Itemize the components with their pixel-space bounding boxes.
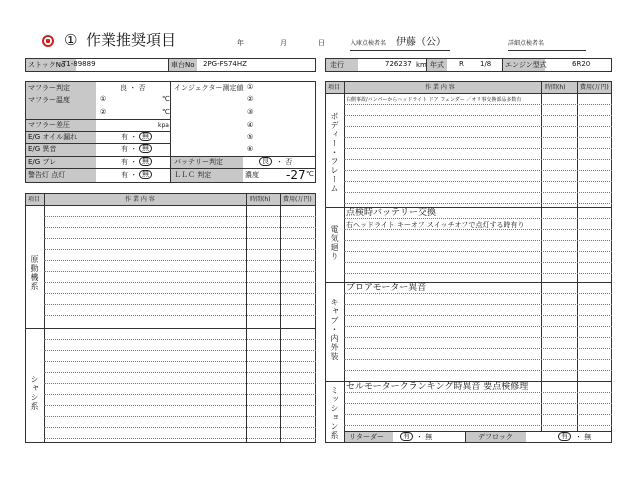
- row-line: [344, 251, 612, 252]
- llc-label: ＬＬＣ 判定: [174, 171, 212, 179]
- engine-value: 6R20: [572, 60, 591, 68]
- muffler-temp-2-unit: ℃: [162, 108, 170, 116]
- injector-label: インジェクター測定値: [174, 84, 244, 92]
- row-line: [44, 293, 316, 294]
- row-line: [344, 181, 612, 182]
- row-line: [44, 227, 316, 228]
- row-line: [344, 203, 612, 204]
- logo-seal: [42, 35, 54, 47]
- section-mission: ミッション系: [330, 386, 339, 440]
- eg-oil-no: 無: [139, 132, 152, 141]
- eg-noise-no: 無: [139, 144, 152, 153]
- row-line: [344, 126, 612, 127]
- eg-noise-label: E/G 異音: [28, 145, 57, 153]
- row-line: [44, 383, 316, 384]
- row-line: [344, 348, 612, 349]
- elec-line-2: 右ヘッドライト キーオフ スイッチオフで点灯する時有り: [346, 221, 525, 229]
- row-line: [44, 304, 316, 305]
- eg-shake-yes: 有 ・: [121, 158, 138, 166]
- warning-label: 警告灯 点灯: [28, 171, 66, 179]
- row-line: [44, 339, 316, 340]
- density-value: -27: [286, 168, 306, 182]
- row-line: [344, 159, 612, 160]
- battery-label: バッテリー判定: [174, 158, 223, 166]
- row-line: [44, 361, 316, 362]
- month-label: 月: [280, 39, 287, 47]
- section-electrical: 電気廻り: [330, 225, 339, 261]
- stock-label: ストックNo: [28, 61, 66, 69]
- density-label: 濃度: [245, 171, 259, 179]
- row-line: [344, 359, 612, 360]
- year-model-era: R: [459, 60, 464, 68]
- year-model-value: 1/8: [480, 60, 492, 68]
- row-line: [344, 170, 612, 171]
- year-label: 年: [237, 39, 244, 47]
- right-col-cost: 費用(万円): [580, 84, 609, 91]
- retarder-label: リターダー: [349, 433, 384, 441]
- row-line: [344, 414, 612, 415]
- right-col-work: 作 業 内 容: [425, 84, 455, 91]
- row-line: [44, 416, 316, 417]
- row-line: [44, 427, 316, 428]
- injector-5: ⑤: [247, 133, 254, 141]
- muffler-diff-unit: kpa: [158, 122, 169, 129]
- muffler-temp-1-unit: ℃: [162, 95, 170, 103]
- row-line: [44, 282, 316, 283]
- row-line: [44, 394, 316, 395]
- muffler-temp-label: マフラー温度: [28, 96, 70, 104]
- battery-bad: ・ 否: [276, 158, 293, 166]
- row-line: [344, 326, 612, 327]
- row-line: [344, 229, 612, 230]
- section-engine: 原動機系: [30, 255, 39, 291]
- detail-inspector-label: 詳細点検者名: [508, 40, 545, 47]
- row-line: [344, 104, 612, 105]
- muffler-judge-value: 良 ・ 否: [120, 84, 146, 92]
- eg-shake-label: E/G ブレ: [28, 158, 57, 166]
- row-line: [344, 240, 612, 241]
- row-line: [44, 372, 316, 373]
- eg-noise-yes: 有 ・: [121, 145, 138, 153]
- chassis-label: 車台No: [171, 61, 195, 69]
- chassis-value: 2PG-FS74HZ: [203, 60, 247, 68]
- left-col-work: 作 業 内 容: [125, 196, 155, 203]
- row-line: [344, 315, 612, 316]
- row-line: [44, 249, 316, 250]
- retarder-has: 有: [400, 432, 413, 441]
- row-line: [44, 271, 316, 272]
- injector-4: ④: [247, 121, 254, 129]
- section-cab: キャブ・内外装: [330, 298, 339, 361]
- muffler-temp-2: ②: [100, 108, 107, 116]
- day-label: 日: [318, 39, 325, 47]
- row-line: [344, 218, 612, 219]
- row-line: [44, 238, 316, 239]
- row-line: [44, 315, 316, 316]
- row-line: [44, 260, 316, 261]
- left-col-cost: 費用(万円): [283, 196, 312, 203]
- row-line: [344, 148, 612, 149]
- section-body-frame: ボディー・フレーム: [330, 112, 339, 193]
- row-line: [344, 115, 612, 116]
- injector-1: ①: [247, 83, 254, 91]
- detail-inspector-underline: [508, 50, 586, 51]
- stock-value: T1-89889: [62, 60, 96, 68]
- mileage-label: 走行: [330, 61, 344, 69]
- eg-shake-no: 無: [139, 157, 152, 166]
- row-line: [44, 405, 316, 406]
- inspector-underline: [350, 50, 450, 51]
- row-line: [344, 273, 612, 274]
- row-line: [44, 216, 316, 217]
- row-line: [344, 425, 612, 426]
- elec-line-1: 点検時バッテリー交換: [346, 208, 437, 218]
- eg-oil-yes: 有 ・: [121, 133, 138, 141]
- mileage-value: 726237: [385, 60, 412, 68]
- left-col-item: 項目: [28, 196, 41, 203]
- row-line: [344, 137, 612, 138]
- diff-lock-has: 有: [558, 432, 571, 441]
- engine-label: エンジン型式: [505, 61, 547, 69]
- row-line: [344, 337, 612, 338]
- injector-6: ⑥: [247, 145, 254, 153]
- muffler-temp-1: ①: [100, 95, 107, 103]
- inspector-label: 入庫点検者名: [350, 40, 387, 47]
- eg-oil-label: E/G オイル漏れ: [28, 133, 78, 141]
- warning-yes: 有 ・: [121, 171, 138, 179]
- row-line: [344, 293, 612, 294]
- warning-no: 無: [139, 170, 152, 179]
- page-title: 作業推奨項目: [86, 31, 177, 49]
- retarder-no: ・ 無: [416, 433, 433, 441]
- mission-line-1: セルモータークランキング時異音 要点検修理: [346, 382, 529, 392]
- section-chassis: シャシ系: [30, 375, 39, 411]
- inspector-name: 伊藤（公）: [396, 37, 446, 48]
- muffler-diff-label: マフラー差圧: [28, 121, 70, 129]
- diff-lock-no: ・ 無: [575, 433, 592, 441]
- diff-lock-label: デフロック: [478, 433, 513, 441]
- cab-line-1: ブロアモーター異音: [346, 283, 427, 293]
- row-line: [344, 262, 612, 263]
- muffler-judge-label: マフラー判定: [28, 84, 70, 92]
- row-line: [344, 403, 612, 404]
- left-col-time: 時間(h): [250, 196, 271, 203]
- body-note: 右側事故/バンパーからヘッドライト ドア フェンダー ／オリ事交換部品多数有: [346, 97, 522, 103]
- row-line: [344, 192, 612, 193]
- row-line: [44, 438, 316, 439]
- row-line: [44, 350, 316, 351]
- row-line: [344, 304, 612, 305]
- right-col-item: 項目: [328, 84, 341, 91]
- row-line: [344, 392, 612, 393]
- density-unit: ℃: [306, 170, 314, 178]
- mileage-unit: km: [416, 61, 427, 69]
- right-col-time: 時間(h): [545, 84, 566, 91]
- year-model-label: 年式: [430, 61, 444, 69]
- row-line: [344, 370, 612, 371]
- injector-2: ②: [247, 95, 254, 103]
- injector-3: ③: [247, 108, 254, 116]
- battery-good: 良: [259, 157, 272, 166]
- title-number: ①: [64, 31, 78, 49]
- mileage-engine-box: [325, 58, 612, 72]
